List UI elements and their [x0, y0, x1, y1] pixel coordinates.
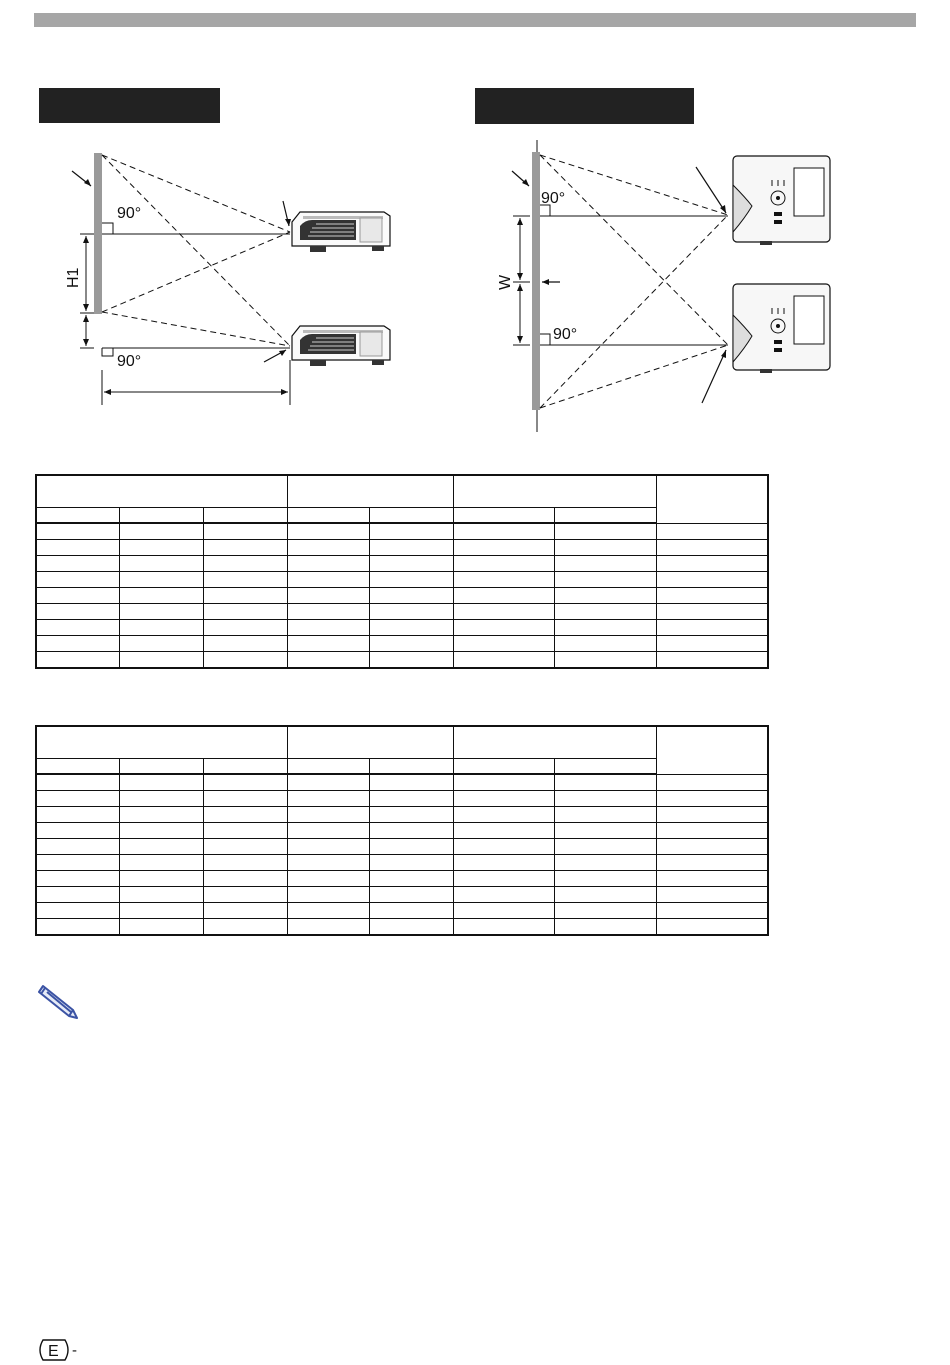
- projector-top-lower: [733, 284, 830, 373]
- angle-label-top-right: 90°: [541, 190, 566, 207]
- table-row: [36, 855, 768, 871]
- table-row: [36, 807, 768, 823]
- header-cell: [656, 475, 768, 523]
- table-row: [36, 823, 768, 839]
- lang-mark-letter: E: [48, 1343, 59, 1360]
- table-2: [35, 725, 769, 936]
- header-cell: [287, 726, 453, 759]
- e-language-badge-icon: [35, 1338, 85, 1362]
- header-cell: [36, 475, 287, 508]
- table-row: [36, 588, 768, 604]
- h1-label: H1: [65, 267, 82, 288]
- table-row: [36, 604, 768, 620]
- table-row: [36, 791, 768, 807]
- lang-mark-dash: -: [72, 1342, 77, 1359]
- header-cell: [453, 475, 656, 508]
- top-view-diagram: [0, 0, 950, 440]
- table-row: [36, 871, 768, 887]
- angle-label-bottom-right: 90°: [553, 326, 578, 343]
- header-cell: [287, 475, 453, 508]
- table-row: [36, 652, 768, 669]
- angle-label-top: 90°: [117, 205, 142, 222]
- table-header-row: [36, 475, 768, 508]
- table-row: [36, 774, 768, 791]
- table-row: [36, 572, 768, 588]
- table-row: [36, 523, 768, 540]
- table-row: [36, 887, 768, 903]
- table-row: [36, 556, 768, 572]
- table-row: [36, 839, 768, 855]
- projector-top-upper: [733, 156, 830, 245]
- header-cell: [453, 726, 656, 759]
- table-row: [36, 636, 768, 652]
- header-cell: [36, 726, 287, 759]
- pencil-note-icon: [35, 982, 81, 1020]
- header-cell: [656, 726, 768, 774]
- screen: [532, 152, 540, 410]
- w-label: W: [497, 274, 514, 290]
- table-row: [36, 903, 768, 919]
- angle-label-bottom: 90°: [117, 353, 142, 370]
- table-header-row: [36, 726, 768, 759]
- table-row: [36, 540, 768, 556]
- table-row: [36, 620, 768, 636]
- table-1: [35, 474, 769, 669]
- table-row: [36, 919, 768, 936]
